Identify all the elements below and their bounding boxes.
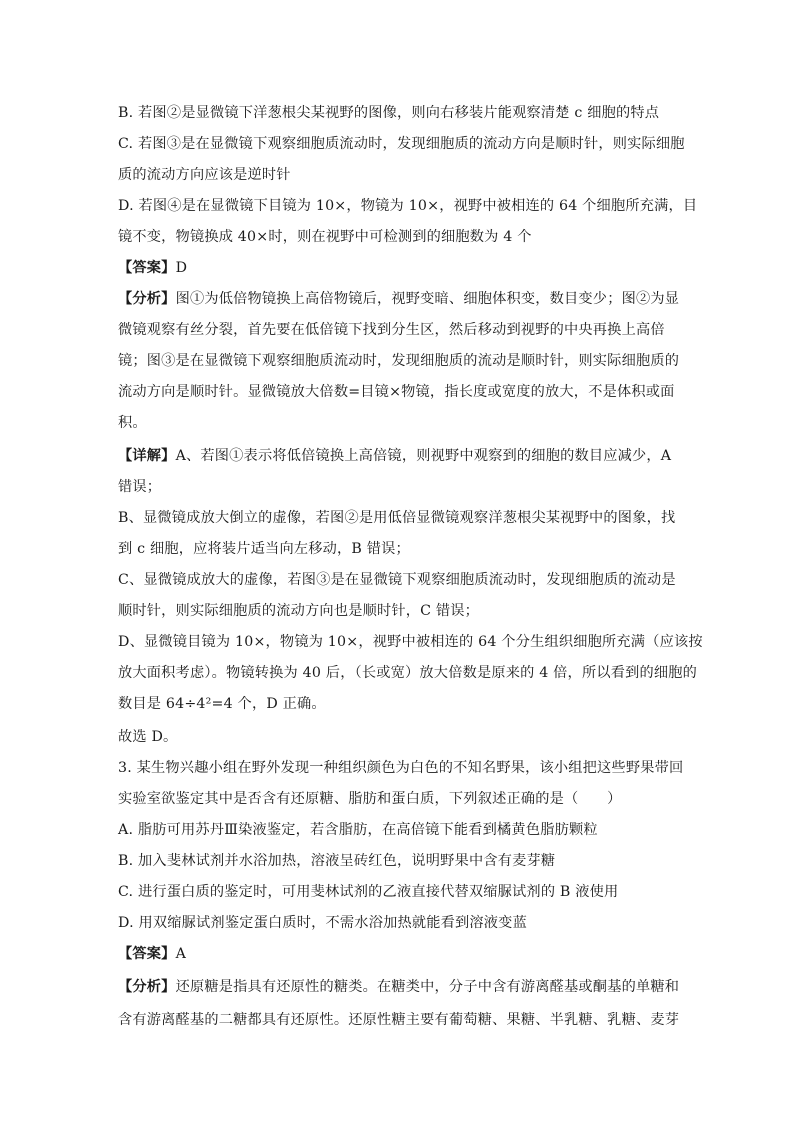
option-d-line: D. 用双缩脲试剂鉴定蛋白质时，不需水浴加热就能看到溶液变蓝 <box>118 915 527 931</box>
text-line: 顺时针，则实际细胞质的流动方向也是顺时针，C 错误； <box>118 603 480 619</box>
text-line: D、显微镜目镜为 10×，物镜为 10×，视野中被相连的 64 个分生组织细胞所充满（应该按 <box>118 634 703 650</box>
option-c-line: C. 若图③是在显微镜下观察细胞质流动时，发现细胞质的流动方向是顺时针，则实际细胞 <box>118 136 685 152</box>
detail-line: 【详解】A、若图①表示将低倍镜换上高倍镜，则视野中观察到的细胞的数目应减少，A <box>118 448 672 464</box>
text-line: 放大面积考虑）。物镜转换为 40 后，（长或宽）放大倍数是原来的 4 倍，所以看到的细胞的 <box>118 665 698 681</box>
text-line: 微镜观察有丝分裂，首先要在低倍镜下找到分生区，然后移动到视野的中央再换上高倍 <box>118 322 665 338</box>
text-line: 错误； <box>118 479 162 495</box>
answer-line: 【答案】A <box>118 946 187 962</box>
text-line: 镜；图③是在显微镜下观察细胞质流动时，发现细胞质的流动是顺时针，则实际细胞质的 <box>118 353 680 369</box>
text-line: 含有游离醛基的二糖都具有还原性。还原性糖主要有葡萄糖、果糖、半乳糖、乳糖、麦芽 <box>118 1012 680 1028</box>
text-line: 实验室欲鉴定其中是否含有还原糖、脂肪和蛋白质，下列叙述正确的是（ ） <box>118 791 622 807</box>
option-c-line: C. 进行蛋白质的鉴定时，可用斐林试剂的乙液直接代替双缩脲试剂的 B 液使用 <box>118 884 619 900</box>
option-b-line: B. 若图②是显微镜下洋葱根尖某视野的图像，则向右移装片能观察清楚 c 细胞的特点 <box>118 105 660 121</box>
analysis-line: 【分析】图①为低倍物镜换上高倍物镜后，视野变暗、细胞体积变，数目变少；图②为显 <box>118 291 680 307</box>
option-d-line: D. 若图④是在显微镜下目镜为 10×，物镜为 10×，视野中被相连的 64 个细胞所充满，目 <box>118 198 698 214</box>
text-line: 镜不变，物镜换成 40×时，则在视野中可检测到的细胞数为 4 个 <box>118 229 532 245</box>
text-line: 质的流动方向应该是逆时针 <box>118 167 291 183</box>
option-b-line: B. 加入斐林试剂并水浴加热，溶液呈砖红色，说明野果中含有麦芽糖 <box>118 853 556 869</box>
analysis-line: 【分析】还原糖是指具有还原性的糖类。在糖类中，分子中含有游离醛基或酮基的单糖和 <box>118 979 680 995</box>
option-a-line: A. 脂肪可用苏丹Ⅲ染液鉴定，若含脂肪，在高倍镜下能看到橘黄色脂肪颗粒 <box>118 822 598 838</box>
text-line: 到 c 细胞，应将装片适当向左移动，B 错误； <box>118 541 410 557</box>
text-line: 数目是 64÷4²=4 个，D 正确。 <box>118 696 326 712</box>
conclusion-line: 故选 D。 <box>118 729 178 745</box>
question-3-line: 3. 某生物兴趣小组在野外发现一种组织颜色为白色的不知名野果，该小组把这些野果带回 <box>118 760 684 776</box>
text-line: C、显微镜成放大的虚像，若图③是在显微镜下观察细胞质流动时，发现细胞质的流动是 <box>118 572 676 588</box>
answer-line: 【答案】D <box>118 260 188 276</box>
text-line: 积。 <box>118 415 147 431</box>
text-line: B、显微镜成放大倒立的虚像，若图②是用低倍显微镜观察洋葱根尖某视野中的图象，找 <box>118 510 676 526</box>
text-line: 流动方向是顺时针。显微镜放大倍数=目镜×物镜，指长度或宽度的放大，不是体积或面 <box>118 384 675 400</box>
